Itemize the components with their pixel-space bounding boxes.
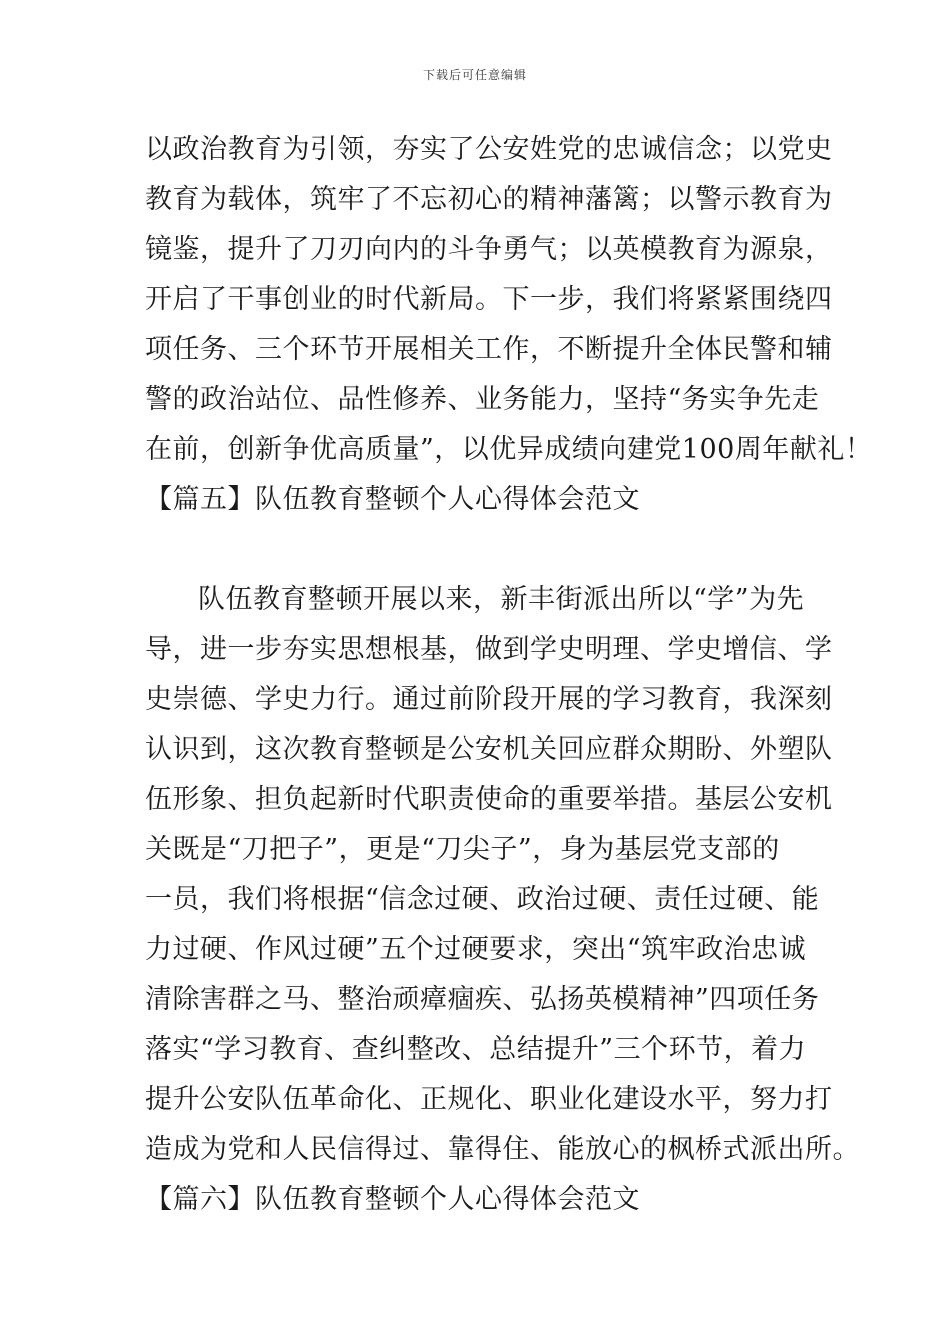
paragraph-line: 警的政治站位、品性修养、业务能力，坚持“务实争先走 bbox=[145, 384, 820, 415]
paragraph-line: 提升公安队伍革命化、正规化、职业化建设水平，努力打 bbox=[145, 1084, 833, 1115]
header-note: 下载后可任意编辑 bbox=[422, 68, 527, 82]
paragraph-line: 在前，创新争优高质量”，以优异成绩向建党100周年献礼！ bbox=[145, 434, 873, 465]
paragraph-line: 力过硬、作风过硬”五个过硬要求，突出“筑牢政治忠诚 bbox=[145, 934, 807, 965]
paragraph-line: 开启了干事创业的时代新局。下一步，我们将紧紧围绕四 bbox=[145, 284, 833, 315]
paragraph-line: 一员，我们将根据“信念过硬、政治过硬、责任过硬、能 bbox=[145, 884, 820, 915]
paragraph-line: 认识到，这次教育整顿是公安机关回应群众期盼、外塑队 bbox=[145, 734, 833, 765]
paragraph-line: 关既是“刀把子”，更是“刀尖子”，身为基层党支部的 bbox=[145, 834, 780, 865]
paragraph-line: 造成为党和人民信得过、靠得住、能放心的枫桥式派出所。 bbox=[145, 1134, 860, 1165]
section-title-6: 【篇六】队伍教育整顿个人心得体会范文 bbox=[145, 1184, 640, 1215]
paragraph-line: 镜鉴，提升了刀刃向内的斗争勇气；以英模教育为源泉， bbox=[145, 234, 833, 265]
paragraph-line: 伍形象、担负起新时代职责使命的重要举措。基层公安机 bbox=[145, 784, 833, 815]
paragraph-line: 史崇德、学史力行。通过前阶段开展的学习教育，我深刻 bbox=[145, 684, 833, 715]
section-title-5: 【篇五】队伍教育整顿个人心得体会范文 bbox=[145, 484, 640, 515]
paragraph-line: 项任务、三个环节开展相关工作，不断提升全体民警和辅 bbox=[145, 334, 833, 365]
paragraph-line: 落实“学习教育、查纠整改、总结提升”三个环节，着力 bbox=[145, 1034, 807, 1065]
paragraph-line: 队伍教育整顿开展以来，新丰街派出所以“学”为先 bbox=[198, 584, 805, 615]
paragraph-line: 导，进一步夯实思想根基，做到学史明理、学史增信、学 bbox=[145, 634, 833, 665]
paragraph-line: 清除害群之马、整治顽瘴痼疾、弘扬英模精神”四项任务 bbox=[145, 984, 820, 1015]
paragraph-line: 以政治教育为引领，夯实了公安姓党的忠诚信念；以党史 bbox=[145, 134, 833, 165]
paragraph-line: 教育为载体，筑牢了不忘初心的精神藩篱；以警示教育为 bbox=[145, 184, 833, 215]
